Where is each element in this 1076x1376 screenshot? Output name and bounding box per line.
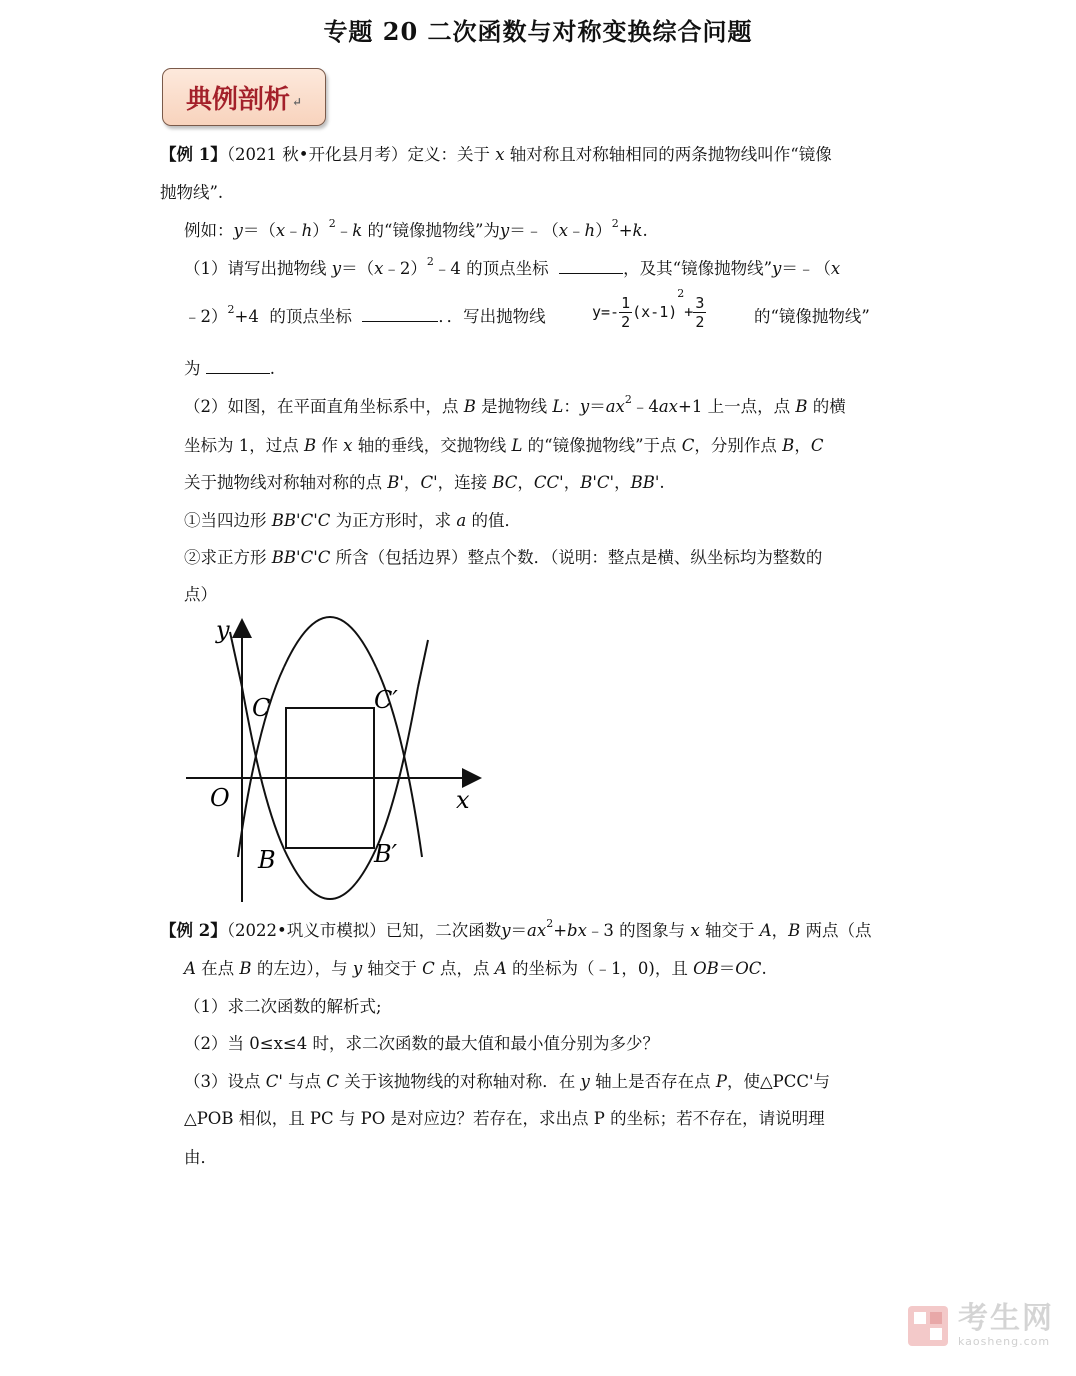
- watermark: [906, 1303, 1054, 1348]
- ex2-l1-c: 轴交于: [704, 921, 755, 940]
- ex1-q2-line-3: 关于抛物线对称轴对称的点 B'，C'，连接 BC，CC'，B'C'，BB'.: [184, 473, 665, 492]
- ex1-q1-b: 的顶点坐标: [466, 259, 549, 278]
- ex2-q1: （1）求二次函数的解析式;: [184, 997, 382, 1016]
- section-badge: [162, 68, 326, 126]
- ex2-line-1: 【例 2】（2022•巩义市模拟）已知，二次函数$y=ax^2+bx﹣3$ 的图象与 x 轴交于 A，B 两点（点: [160, 917, 872, 940]
- watermark-name: 考生网: [958, 1301, 1054, 1336]
- label-b: B: [258, 846, 276, 874]
- ex1-q1-g: 为: [184, 359, 201, 378]
- ex1-q2-h: 的“镜像抛物线”于点: [527, 436, 677, 455]
- answer-blank-2[interactable]: [362, 307, 438, 322]
- ex1-example: 例如：y＝（x﹣h）$^2$﹣k 的“镜像抛物线”为y＝﹣（x﹣h）$^2$+k.: [184, 217, 648, 240]
- ex1-q2-k: ，连接: [437, 473, 488, 492]
- ex2-tag: 【例 2】: [160, 921, 227, 940]
- ex1-q1-line-3: 为 .: [184, 359, 275, 378]
- return-mark-icon: ↵: [291, 95, 303, 109]
- parabola-bottom: [284, 849, 376, 899]
- ex1-s2-b: 所含（包括边界）整点个数．（说明：整点是横、纵坐标均为整数的: [335, 548, 823, 567]
- ex1-q1-line-1: （1）请写出抛物线 y＝（x﹣2）$^2$﹣4 的顶点坐标 ，及其“镜像抛物线”y＝﹣（x: [184, 255, 841, 278]
- label-x: x: [456, 786, 470, 814]
- label-origin: O: [210, 784, 230, 812]
- label-c-prime: C′: [374, 686, 398, 714]
- ex2-l1-d: 两点（点: [805, 921, 872, 940]
- ex1-q1-a: （1）请写出抛物线: [184, 259, 327, 278]
- ex2-q3-c: 关于该抛物线的对称轴对称．在: [344, 1072, 576, 1091]
- ex1-q2-c: 上一点，点: [707, 397, 791, 416]
- ex1-def-a: 定义：关于: [407, 145, 490, 164]
- ex1-q2-g: 轴的垂线，交抛物线: [357, 436, 507, 455]
- answer-blank-1[interactable]: [559, 259, 623, 274]
- watermark-url: kaosheng.com: [958, 1335, 1051, 1348]
- ex1-sub-2: ②求正方形 BB'C'C 所含（包括边界）整点个数．（说明：整点是横、纵坐标均为整数的: [184, 548, 823, 567]
- ex1-line-1: 【例 1】（2021 秋•开化县月考）定义：关于 x 轴对称且对称轴相同的两条抛物线叫作“镜像: [160, 145, 832, 164]
- ex2-q3-line-3: 由．: [184, 1148, 217, 1167]
- ex1-q1-f: 的“镜像抛物线”: [754, 307, 870, 326]
- answer-blank-3[interactable]: [206, 359, 270, 374]
- ex2-l2-b: 的左边），与: [256, 959, 348, 978]
- kaosheng-logo-icon: [906, 1304, 950, 1348]
- ex1-q1-c: ，及其“镜像抛物线”: [623, 259, 773, 278]
- label-c: C: [252, 694, 271, 722]
- ex1-sub-2-cont: 点）: [184, 585, 217, 604]
- ex2-q3-a: （3）设点: [184, 1072, 261, 1091]
- ex1-s1-c: 的值．: [471, 511, 521, 530]
- ex1-q2-j: 关于抛物线对称轴对称的点: [184, 473, 382, 492]
- ex2-source: （2022•巩义市模拟）: [226, 921, 386, 940]
- ex1-q2-a: （2）如图，在平面直角坐标系中，点: [184, 397, 459, 416]
- ex2-l2-d: 点，点: [440, 959, 490, 978]
- parabola-figure: [180, 612, 500, 912]
- ex1-s1-a: ①当四边形: [184, 511, 267, 530]
- ex2-l2-c: 轴交于: [367, 959, 417, 978]
- ex1-source: （2021 秋•开化县月考）: [226, 145, 408, 164]
- parabola-left-tail: [230, 632, 242, 687]
- ex1-line-2: 抛物线”.: [160, 183, 224, 202]
- ex1-sub-1: ①当四边形 BB'C'C 为正方形时，求 a 的值．: [184, 511, 521, 530]
- ex2-line-2: A 在点 B 的左边），与 y 轴交于 C 点，点 A 的坐标为（﹣1，0)，且 OB＝OC.: [184, 959, 767, 978]
- ex1-q2-d: 的横: [812, 397, 846, 416]
- ex1-q2-f: 作: [321, 436, 338, 455]
- ex2-q3-line-1: （3）设点 C' 与点 C 关于该抛物线的对称轴对称．在 y 轴上是否存在点 P，使△PCC'与: [184, 1072, 831, 1091]
- ex2-q3-e: ，使△PCC'与: [726, 1072, 831, 1091]
- ex1-s1-b: 为正方形时，求: [335, 511, 452, 530]
- ex1-q1-d: 的顶点坐标: [269, 307, 352, 326]
- label-b-prime: B′: [374, 840, 398, 868]
- ex1-q1-line-2: ﹣2）$^2$+4 的顶点坐标 ．．写出抛物线: [184, 303, 546, 326]
- ex1-q1-e: ．写出抛物线: [446, 307, 546, 326]
- ex1-q2-line-2: 坐标为 1，过点 B 作 x 轴的垂线，交抛物线 L 的“镜像抛物线”于点 C，分别作点 B，C: [184, 436, 824, 455]
- formula-image: y=- $\frac{1}{2}$ $(x-1)^2+$ $\frac{3}{2}$: [592, 287, 705, 331]
- ex2-l1-b: 的图象与: [619, 921, 686, 940]
- ex1-def-b: 轴对称且对称轴相同的两条抛物线叫作“镜像: [509, 145, 832, 164]
- parabola-right-tail: [418, 640, 428, 687]
- ex1-eg-label: 例如：: [184, 221, 234, 240]
- page-title: 专题 20 二次函数与对称变换综合问题: [323, 17, 753, 46]
- ex2-l2-a: 在点: [201, 959, 235, 978]
- ex1-s2-a: ②求正方形: [184, 548, 267, 567]
- ex1-tag: 【例 1】: [160, 145, 227, 164]
- ex1-q2-b: 是抛物线: [481, 397, 548, 416]
- ex2-l2-e: 的坐标为（﹣1，0)，且: [511, 959, 688, 978]
- ex2-q3-b: 与点: [288, 1072, 322, 1091]
- label-y: y: [216, 616, 230, 644]
- ex2-l1-a: 已知，二次函数: [385, 921, 502, 940]
- ex1-q2-e: 坐标为 1，过点: [184, 436, 299, 455]
- ex1-eg-mid: 的“镜像抛物线”为: [367, 221, 500, 240]
- mirror-parabola-top: [284, 617, 376, 667]
- ex2-q3-line-2: △POB 相似，且 PC 与 PO 是对应边？若存在，求出点 P 的坐标；若不存在，请说明理: [184, 1109, 825, 1128]
- ex1-q2-i: ，分别作点: [694, 436, 777, 455]
- ex1-q2-line-1: （2）如图，在平面直角坐标系中，点 B 是抛物线 L：$y=ax^2﹣4ax+1$ 上一点，点 B 的横: [184, 393, 846, 416]
- ex2-q3-d: 轴上是否存在点: [595, 1072, 711, 1091]
- ex2-q2: （2）当 0≤x≤4 时，求二次函数的最大值和最小值分别为多少？: [184, 1034, 659, 1053]
- badge-label: 典例剖析: [185, 84, 290, 115]
